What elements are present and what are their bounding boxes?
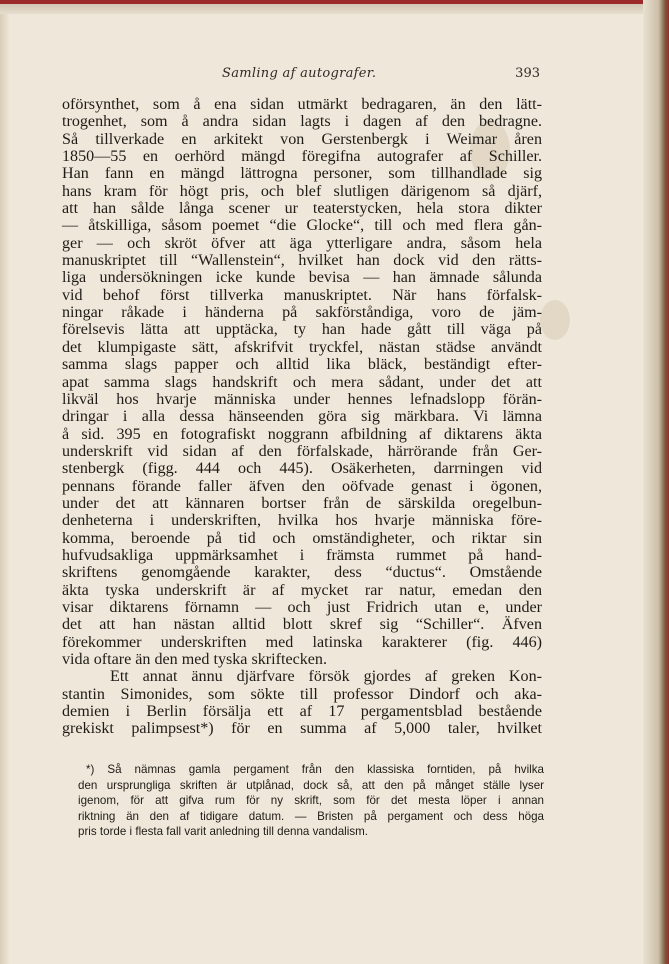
- text-line: oförsynthet, som å ena sidan utmärkt bedragaren, än den lätt-: [62, 96, 542, 113]
- text-line: ningar råkade i händerna på sakförståndiga, voro de jäm-: [62, 304, 542, 322]
- text-line: å sid. 395 en fotografiskt noggrann afbildning af diktarens äkta: [62, 425, 542, 443]
- text-line: denheterna i underskriften, hvilka hos hvarje människa före-: [62, 512, 542, 530]
- text-line: att han sålde långa scener ur teaterstycken, hela stora dikter: [62, 200, 542, 218]
- text-line: stantin Simonides, som sökte till professor Dindorf och aka-: [62, 685, 542, 703]
- text-line: skriftens genomgående karakter, dess “ductus“. Omstående: [62, 564, 542, 582]
- page-edge-left: [0, 0, 10, 964]
- paper-stain: [540, 300, 570, 340]
- text-line: ger — och skröt öfver att äga ytterligare andra, såsom hela: [62, 234, 542, 252]
- page-number: 393: [515, 66, 540, 81]
- footnote-line: igenom, för att gifva rum för ny skrift, som för det mesta löper i annan: [78, 794, 544, 808]
- footnote: [78, 762, 544, 840]
- text-line: trogenhet, som å andra sidan lagts i dagen af den bedragne.: [62, 113, 542, 131]
- binding-edge: [0, 0, 669, 4]
- text-line: under det att kännaren bortser från de särskilda oregelbun-: [62, 494, 542, 512]
- text-line: Så tillverkade en arkitekt von Gerstenbergk i Weimar åren: [62, 130, 542, 148]
- text-line: komma, beroende på tid och omständigheter, och riktar sin: [62, 529, 542, 547]
- text-line: äkta tyska underskrift är af mycket rar natur, emedan den: [62, 581, 542, 599]
- text-line: stenbergk (figg. 444 och 445). Osäkerheten, darrningen vid: [62, 460, 542, 478]
- text-line: manuskriptet till “Wallenstein“, hvilket han dock vid den rätts-: [62, 252, 542, 270]
- text-line: underskrift vid sidan af den förfalskade, härrörande från Ger-: [62, 442, 542, 460]
- footnote-line: riktning än den af tidigare datum. — Bristen på pergament och dess höga: [78, 809, 544, 823]
- page-edge-right: [643, 0, 669, 964]
- running-head: Samling af autografer.: [222, 66, 377, 81]
- text-line: demien i Berlin försälja ett af 17 pergamentsblad bestående: [62, 703, 542, 721]
- text-line: samma slags papper och alltid lika bläck, beständigt efter-: [62, 356, 542, 374]
- text-line: det att han nästan alltid blott skref sig “Schiller“. Äfven: [62, 616, 542, 634]
- footnote-line: den ursprungliga skriften är utplånad, dock så, att den på månget ställe lyser: [78, 778, 544, 792]
- text-line: hans kram för högt pris, och blef slutligen därigenom så djärf,: [62, 182, 542, 200]
- text-line: dringar i alla dessa hänseenden göra sig märkbara. Vi lämna: [62, 408, 542, 426]
- page-header: [62, 66, 582, 86]
- body-text: [62, 96, 542, 738]
- text-line: likväl hos hvarje människa under hennes lefnadslopp förän-: [62, 390, 542, 408]
- text-line: vida oftare än den med tyska skriftecken.: [62, 651, 327, 668]
- text-line: Ett annat ännu djärfvare försök gjordes af greken Kon-: [110, 668, 542, 686]
- footnote-line: *) Så nämnas gamla pergament från den klassiska forntiden, på hvilka: [86, 763, 544, 776]
- text-line: 1850—55 en oerhörd mängd föregifna autografer af Schiller.: [62, 148, 542, 166]
- text-line: apat samma slags handskrift och mera sådant, under det att: [62, 373, 542, 391]
- text-line: vid behof först tillverka manuskriptet. När hans förfalsk-: [62, 286, 542, 304]
- text-line: det klumpigaste sätt, afskrifvit tryckfel, nästan städse användt: [62, 338, 542, 356]
- text-line: liga undersökningen icke kunde bevisa — han ämnade sålunda: [62, 269, 542, 287]
- text-line: grekiskt palimpsest*) för en summa af 5,000 taler, hvilket: [62, 720, 542, 738]
- footnote-line: pris torde i flesta fall varit anledning till denna vandalism.: [78, 825, 368, 839]
- text-line: — åtskilliga, såsom poemet “die Glocke“, till och med flera gån-: [62, 217, 542, 235]
- text-line: Han fann en mängd lättrogna personer, som tillhandlade sig: [62, 165, 542, 183]
- text-line: visar diktarens förnamn — och just Fridrich utan e, under: [62, 598, 542, 616]
- text-line: förekommer underskriften med latinska karakterer (fig. 446): [62, 633, 542, 651]
- text-line: förelsevis lätta att upptäcka, ty han hade gått till väga på: [62, 321, 542, 339]
- text-line: pennans förande faller äfven den oöfvade genast i ögonen,: [62, 477, 542, 495]
- text-line: hufvudsakliga uppmärksamhet i främsta rummet på hand-: [62, 546, 542, 564]
